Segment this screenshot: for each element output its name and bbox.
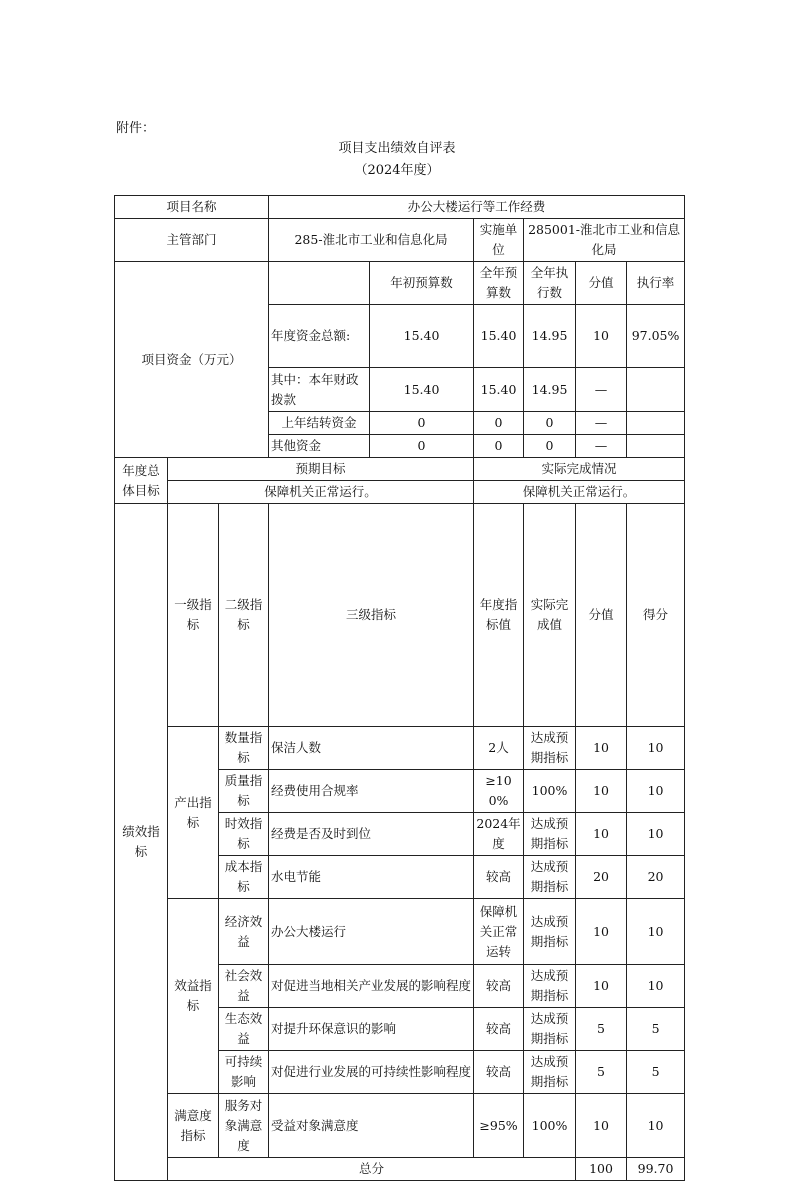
- satisfaction-indicators-label: 满意度指标: [168, 1094, 219, 1158]
- indicator-target: ≥100%: [474, 770, 524, 813]
- funds-cell: —: [576, 368, 627, 412]
- indicator-score: 10: [576, 813, 627, 856]
- project-name: 办公大楼运行等工作经费: [269, 196, 685, 219]
- indicator-l2: 可持续影响: [219, 1051, 269, 1094]
- total-label: 总分: [168, 1158, 576, 1181]
- indicator-l3: 对促进当地相关产业发展的影响程度: [269, 965, 474, 1008]
- actual-goal-label: 实际完成情况: [474, 458, 685, 481]
- funds-cell: 0: [524, 412, 576, 435]
- funds-cell: 0: [474, 412, 524, 435]
- indicator-target: 较高: [474, 1008, 524, 1051]
- funds-row-label: 其他资金: [269, 435, 370, 458]
- funds-header-cell: 全年预算数: [474, 262, 524, 305]
- indicator-l2: 经济效益: [219, 899, 269, 965]
- perf-header-cell: 年度指标值: [474, 504, 524, 727]
- indicator-l2: 质量指标: [219, 770, 269, 813]
- output-indicators-label: 产出指标: [168, 727, 219, 899]
- indicator-got: 20: [627, 856, 685, 899]
- expected-goal: 保障机关正常运行。: [168, 481, 474, 504]
- indicator-actual: 100%: [524, 770, 576, 813]
- funds-header-cell: 执行率: [627, 262, 685, 305]
- indicator-l3: 经费是否及时到位: [269, 813, 474, 856]
- indicator-l2: 数量指标: [219, 727, 269, 770]
- funds-cell: 15.40: [370, 368, 474, 412]
- evaluation-table: [114, 195, 685, 1181]
- indicator-score: 10: [576, 899, 627, 965]
- indicator-target: 2人: [474, 727, 524, 770]
- funds-cell: —: [576, 435, 627, 458]
- indicator-actual: 100%: [524, 1094, 576, 1158]
- indicator-actual: 达成预期指标: [524, 1008, 576, 1051]
- funds-cell: 10: [576, 305, 627, 368]
- project-name-label: 项目名称: [115, 196, 269, 219]
- indicator-got: 10: [627, 813, 685, 856]
- indicator-got: 10: [627, 1094, 685, 1158]
- funds-cell: [627, 368, 685, 412]
- funds-cell: 0: [474, 435, 524, 458]
- funds-header-cell: 全年执行数: [524, 262, 576, 305]
- perf-header-cell: 得分: [627, 504, 685, 727]
- indicator-score: 10: [576, 1094, 627, 1158]
- indicator-got: 10: [627, 899, 685, 965]
- indicator-got: 10: [627, 727, 685, 770]
- indicator-l2: 服务对象满意度: [219, 1094, 269, 1158]
- indicator-l3: 保洁人数: [269, 727, 474, 770]
- attachment-label: 附件：: [116, 121, 156, 136]
- indicator-got: 5: [627, 1008, 685, 1051]
- benefit-indicators-label: 效益指标: [168, 899, 219, 1094]
- perf-header-cell: 二级指标: [219, 504, 269, 727]
- indicator-actual: 达成预期指标: [524, 727, 576, 770]
- indicator-l3: 受益对象满意度: [269, 1094, 474, 1158]
- performance-label: 绩效指标: [115, 504, 168, 1181]
- indicator-got: 10: [627, 770, 685, 813]
- funds-cell: 15.40: [474, 368, 524, 412]
- funds-cell: 0: [370, 412, 474, 435]
- indicator-got: 5: [627, 1051, 685, 1094]
- funds-cell: [627, 412, 685, 435]
- total-got: 99.70: [627, 1158, 685, 1181]
- indicator-l2: 生态效益: [219, 1008, 269, 1051]
- funds-cell: 15.40: [474, 305, 524, 368]
- dept-label: 主管部门: [115, 219, 269, 262]
- funds-cell: [627, 435, 685, 458]
- funds-header-cell: 分值: [576, 262, 627, 305]
- funds-header-cell: 年初预算数: [370, 262, 474, 305]
- indicator-target: 较高: [474, 856, 524, 899]
- page-subtitle: （2024年度）: [354, 163, 440, 178]
- indicator-l3: 对促进行业发展的可持续性影响程度: [269, 1051, 474, 1094]
- indicator-actual: 达成预期指标: [524, 856, 576, 899]
- funds-row-label: 年度资金总额:: [269, 305, 370, 368]
- indicator-l3: 对提升环保意识的影响: [269, 1008, 474, 1051]
- perf-header-cell: 实际完成值: [524, 504, 576, 727]
- indicator-l3: 办公大楼运行: [269, 899, 474, 965]
- funds-cell: 0: [524, 435, 576, 458]
- funds-cell: 15.40: [370, 305, 474, 368]
- page-title: 项目支出绩效自评表: [338, 141, 456, 156]
- funds-cell: 14.95: [524, 305, 576, 368]
- indicator-l3: 经费使用合规率: [269, 770, 474, 813]
- indicator-score: 10: [576, 727, 627, 770]
- indicator-l3: 水电节能: [269, 856, 474, 899]
- indicator-l2: 成本指标: [219, 856, 269, 899]
- dept-value: 285-淮北市工业和信息化局: [269, 219, 474, 262]
- funds-cell: —: [576, 412, 627, 435]
- indicator-score: 5: [576, 1008, 627, 1051]
- funds-label: 项目资金（万元）: [115, 262, 269, 458]
- indicator-target: 较高: [474, 965, 524, 1008]
- goals-label: 年度总体目标: [115, 458, 168, 504]
- indicator-actual: 达成预期指标: [524, 813, 576, 856]
- perf-header-cell: 分值: [576, 504, 627, 727]
- indicator-target: 较高: [474, 1051, 524, 1094]
- indicator-l2: 时效指标: [219, 813, 269, 856]
- unit-label: 实施单位: [474, 219, 524, 262]
- funds-row-label: 上年结转资金: [269, 412, 370, 435]
- funds-row-label: 其中：本年财政拨款: [269, 368, 370, 412]
- funds-cell: 0: [370, 435, 474, 458]
- indicator-score: 10: [576, 770, 627, 813]
- indicator-l2: 社会效益: [219, 965, 269, 1008]
- indicator-actual: 达成预期指标: [524, 899, 576, 965]
- perf-header-cell: 三级指标: [269, 504, 474, 727]
- actual-goal: 保障机关正常运行。: [474, 481, 685, 504]
- indicator-actual: 达成预期指标: [524, 1051, 576, 1094]
- indicator-target: ≥95%: [474, 1094, 524, 1158]
- total-score: 100: [576, 1158, 627, 1181]
- indicator-score: 20: [576, 856, 627, 899]
- unit-value: 285001-淮北市工业和信息化局: [524, 219, 685, 262]
- indicator-target: 2024年度: [474, 813, 524, 856]
- indicator-score: 10: [576, 965, 627, 1008]
- perf-header-cell: 一级指标: [168, 504, 219, 727]
- funds-cell: 14.95: [524, 368, 576, 412]
- funds-header-blank: [269, 262, 370, 305]
- indicator-actual: 达成预期指标: [524, 965, 576, 1008]
- indicator-score: 5: [576, 1051, 627, 1094]
- expected-goal-label: 预期目标: [168, 458, 474, 481]
- indicator-target: 保障机关正常运转: [474, 899, 524, 965]
- indicator-got: 10: [627, 965, 685, 1008]
- funds-cell: 97.05%: [627, 305, 685, 368]
